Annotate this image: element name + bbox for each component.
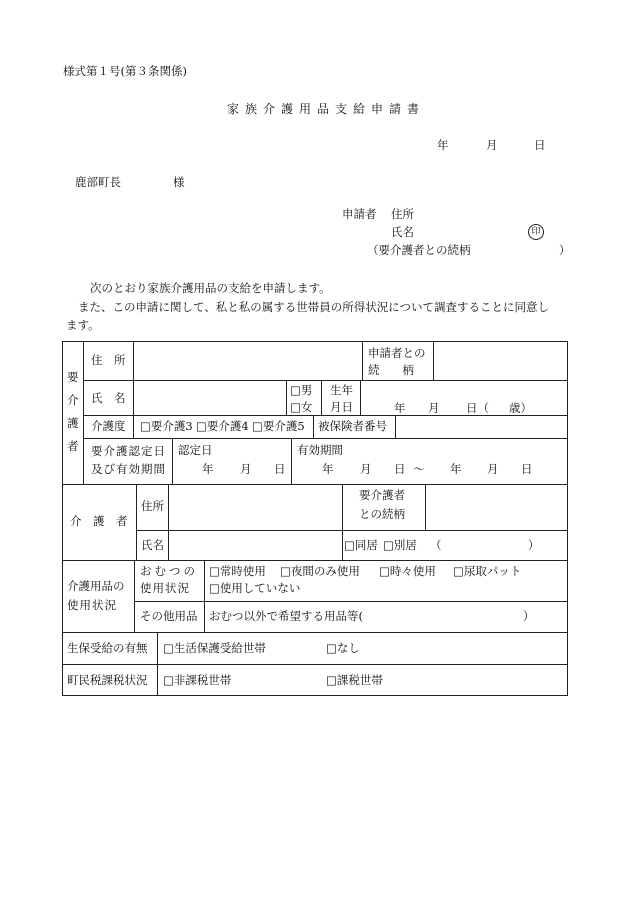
date-month: 月 bbox=[486, 138, 498, 152]
relation-to-applicant-label-1: 申請者との bbox=[368, 346, 426, 360]
care-recipient-name-label: 氏 名 bbox=[91, 391, 126, 405]
birth-label-1: 生年 bbox=[330, 383, 353, 397]
applicant-name-label: 氏名 bbox=[391, 225, 414, 239]
usage-section-label-1: 介護用品の bbox=[67, 579, 125, 593]
applicant-relation-close: ） bbox=[559, 243, 571, 257]
certification-label-2: 及び有効期間 bbox=[91, 462, 166, 476]
care-level-5-checkbox[interactable]: □要介護5 bbox=[252, 419, 305, 433]
caregiver-relation-label-1: 要介護者 bbox=[359, 488, 405, 502]
diaper-usage-label-2: 使用状況 bbox=[140, 581, 190, 595]
care-recipient-name-field[interactable] bbox=[134, 381, 285, 414]
period-tilde: ～ bbox=[413, 462, 425, 476]
other-items-close: ） bbox=[523, 609, 535, 623]
statement-consent-survey-end: ます。 bbox=[66, 318, 100, 332]
valid-period-label: 有効期間 bbox=[297, 443, 343, 457]
insured-number-label: 被保険者番号 bbox=[318, 419, 387, 433]
welfare-no-checkbox[interactable]: □なし bbox=[326, 641, 360, 655]
care-level-4-checkbox[interactable]: □要介護4 bbox=[196, 419, 249, 433]
birth-month-unit: 月 bbox=[428, 401, 440, 415]
care-recipient-label-4: 者 bbox=[67, 439, 79, 453]
caregiver-name-field[interactable] bbox=[169, 531, 341, 559]
form-number: 様式第１号(第３条関係) bbox=[63, 64, 187, 78]
diaper-none-checkbox[interactable]: □使用していない bbox=[209, 581, 301, 595]
diaper-usage-label-1: おむつの bbox=[140, 564, 198, 578]
caregiver-address-field[interactable] bbox=[169, 485, 341, 529]
birth-label-2: 月日 bbox=[330, 400, 353, 414]
other-items-field[interactable] bbox=[370, 605, 520, 625]
seal-mark: 印 bbox=[528, 224, 544, 240]
separate-checkbox[interactable]: □別居 bbox=[383, 538, 417, 552]
caregiver-paren-open: （ bbox=[430, 538, 442, 552]
valid-from-year-unit: 年 bbox=[322, 462, 334, 476]
care-level-3-checkbox[interactable]: □要介護3 bbox=[140, 419, 193, 433]
cert-year-unit: 年 bbox=[202, 462, 214, 476]
care-recipient-label-3: 護 bbox=[67, 416, 79, 430]
cert-month-unit: 月 bbox=[240, 462, 252, 476]
caregiver-relation-label-2: との続柄 bbox=[359, 507, 405, 521]
caregiver-paren-close: ） bbox=[528, 538, 540, 552]
care-recipient-label-2: 介 bbox=[67, 393, 79, 407]
tax-status-label: 町民税課税状況 bbox=[67, 673, 148, 687]
page-title: 家族介護用品支給申請書 bbox=[227, 102, 426, 116]
birth-year-unit: 年 bbox=[394, 401, 406, 415]
urine-pad-checkbox[interactable]: □尿取パット bbox=[453, 564, 522, 578]
welfare-label: 生保受給の有無 bbox=[67, 641, 148, 655]
sex-male-checkbox[interactable]: □男 bbox=[290, 383, 313, 397]
date-year: 年 bbox=[437, 138, 449, 152]
diaper-night-checkbox[interactable]: □夜間のみ使用 bbox=[280, 564, 360, 578]
caregiver-section-label: 介 護 者 bbox=[70, 514, 128, 528]
valid-to-year-unit: 年 bbox=[450, 462, 462, 476]
non-taxable-checkbox[interactable]: □非課税世帯 bbox=[163, 673, 232, 687]
usage-section-label-2: 使用状況 bbox=[67, 598, 117, 612]
diaper-always-checkbox[interactable]: □常時使用 bbox=[209, 564, 266, 578]
taxable-checkbox[interactable]: □課税世帯 bbox=[326, 673, 383, 687]
caregiver-address-label: 住所 bbox=[141, 499, 164, 513]
care-recipient-address-label: 住 所 bbox=[91, 353, 126, 367]
applicant-relation-open: （要介護者との続柄 bbox=[367, 243, 471, 257]
valid-to-month-unit: 月 bbox=[487, 462, 499, 476]
applicant-address-label: 住所 bbox=[391, 207, 414, 221]
relation-to-applicant-field[interactable] bbox=[434, 342, 566, 379]
statement-consent-survey: また、この申請に関して、私と私の属する世帯員の所得状況について調査することに同意し bbox=[78, 300, 550, 314]
statement-consent-request: 次のとおり家族介護用品の支給を申請します。 bbox=[90, 281, 331, 295]
sex-female-checkbox[interactable]: □女 bbox=[290, 400, 313, 414]
date-day: 日 bbox=[534, 138, 546, 152]
addressee-name: 鹿部町長 bbox=[75, 175, 121, 189]
other-items-text: おむつ以外で希望する用品等( bbox=[209, 609, 363, 623]
other-items-label: その他用品 bbox=[140, 609, 198, 623]
welfare-yes-checkbox[interactable]: □生活保護受給世帯 bbox=[163, 641, 266, 655]
certification-date-label: 認定日 bbox=[178, 443, 213, 457]
diaper-sometimes-checkbox[interactable]: □時々使用 bbox=[379, 564, 436, 578]
valid-to-day-unit: 日 bbox=[521, 462, 533, 476]
valid-from-day-unit: 日 bbox=[394, 462, 406, 476]
applicant-label: 申請者 bbox=[342, 207, 377, 221]
birth-day-unit: 日（ bbox=[466, 401, 489, 415]
care-recipient-label-1: 要 bbox=[67, 370, 79, 384]
care-recipient-address-field[interactable] bbox=[134, 342, 361, 379]
caregiver-name-label: 氏名 bbox=[141, 538, 164, 552]
relation-to-applicant-label-2: 続 柄 bbox=[368, 363, 414, 377]
addressee-honorific: 様 bbox=[173, 175, 185, 189]
cert-day-unit: 日 bbox=[274, 462, 286, 476]
care-level-label: 介護度 bbox=[91, 419, 126, 433]
certification-label-1: 要介護認定日 bbox=[91, 444, 166, 458]
caregiver-relation-field[interactable] bbox=[426, 485, 566, 529]
cohabit-checkbox[interactable]: □同居 bbox=[344, 538, 378, 552]
age-unit: 歳） bbox=[509, 401, 532, 415]
insured-number-field[interactable] bbox=[396, 416, 566, 437]
valid-from-month-unit: 月 bbox=[360, 462, 372, 476]
